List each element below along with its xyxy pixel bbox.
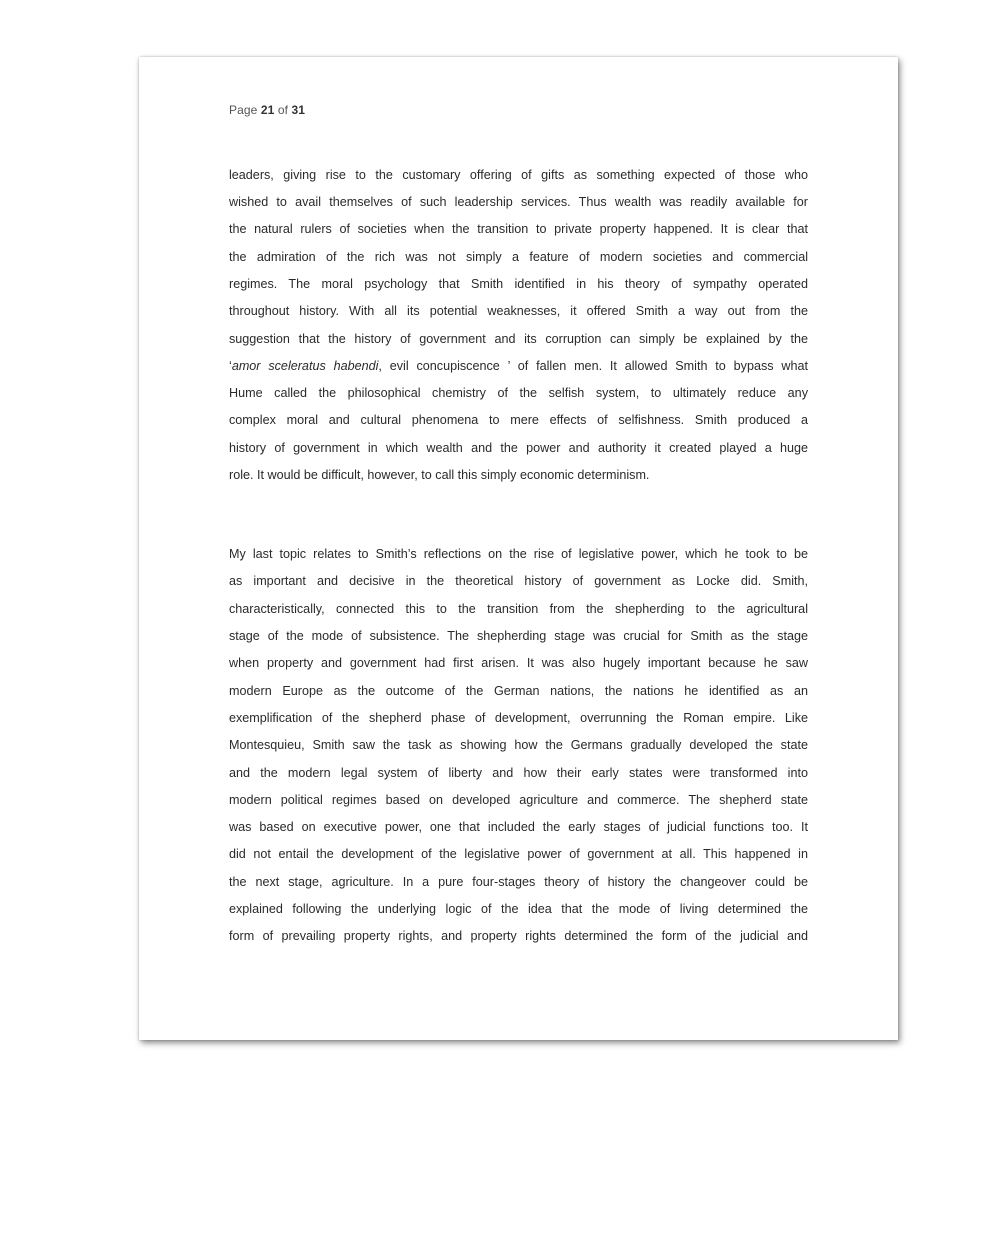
paragraph-2-line: stage of the mode of subsistence. The shepherding stage was crucial for Smith as the stage <box>229 629 808 643</box>
paragraph-2-line: did not entail the development of the legislative power of government at all. This happened in <box>229 847 808 861</box>
paragraph-1-line: suggestion that the history of government and its corruption can simply be explained by the <box>229 332 808 346</box>
paragraph-2-line: when property and government had first arisen. It was also hugely important because he saw <box>229 656 808 670</box>
paragraph-1-line: history of government in which wealth and the power and authority it created played a huge <box>229 441 808 455</box>
paragraph-1-line: throughout history. With all its potential weaknesses, it offered Smith a way out from the <box>229 304 808 318</box>
paragraph-2-line: and the modern legal system of liberty and how their early states were transformed into <box>229 766 808 780</box>
paragraph-1-line: regimes. The moral psychology that Smith identified in his theory of sympathy operated <box>229 277 808 291</box>
paragraph-2-line: the next stage, agriculture. In a pure four-stages theory of history the changeover could be <box>229 875 808 889</box>
paragraph-2-line: modern political regimes based on developed agriculture and commerce. The shepherd state <box>229 793 808 807</box>
total-page-count: 31 <box>291 103 306 117</box>
opening-quote: ‘ <box>229 359 232 373</box>
paragraph-2-line: characteristically, connected this to the transition from the shepherding to the agricultural <box>229 602 808 616</box>
line-rest: , evil concupiscence ’ of fallen men. It allowed Smith to bypass what <box>378 359 808 373</box>
page-prefix: Page <box>229 103 261 117</box>
document-page <box>139 57 898 1040</box>
latin-phrase: amor sceleratus habendi <box>231 359 379 373</box>
paragraph-2-line: exemplification of the shepherd phase of development, overrunning the Roman empire. Like <box>229 711 808 725</box>
paragraph-2-line: My last topic relates to Smith’s reflections on the rise of legislative power, which he took to be <box>229 547 808 561</box>
page-number-header <box>229 103 305 117</box>
current-page-number: 21 <box>260 103 275 117</box>
paragraph-2-line: modern Europe as the outcome of the German nations, the nations he identified as an <box>229 684 808 698</box>
paragraph-1-line: complex moral and cultural phenomena to mere effects of selfishness. Smith produced a <box>229 413 808 427</box>
page-of-text: of <box>274 103 292 117</box>
paragraph-2-line: explained following the underlying logic of the idea that the mode of living determined the <box>229 902 808 916</box>
paragraph-1-line: leaders, giving rise to the customary offering of gifts as something expected of those who <box>229 168 808 182</box>
paragraph-1-line <box>229 358 808 374</box>
paragraph-1-last-line: role. It would be difficult, however, to call this simply economic determinism. <box>229 468 650 482</box>
paragraph-1-line: the natural rulers of societies when the transition to private property happened. It is clear that <box>229 222 808 236</box>
paragraph-1-line: Hume called the philosophical chemistry of the selfish system, to ultimately reduce any <box>229 386 808 400</box>
paragraph-2-line: form of prevailing property rights, and property rights determined the form of the judicial and <box>229 929 808 943</box>
paragraph-2-line: Montesquieu, Smith saw the task as showing how the Germans gradually developed the state <box>229 738 808 752</box>
paragraph-1-line: wished to avail themselves of such leadership services. Thus wealth was readily available for <box>229 195 808 209</box>
paragraph-2-line: as important and decisive in the theoretical history of government as Locke did. Smith, <box>229 574 808 588</box>
paragraph-1-line: the admiration of the rich was not simply a feature of modern societies and commercial <box>229 250 808 264</box>
paragraph-2-line: was based on executive power, one that included the early stages of judicial functions too. It <box>229 820 808 834</box>
